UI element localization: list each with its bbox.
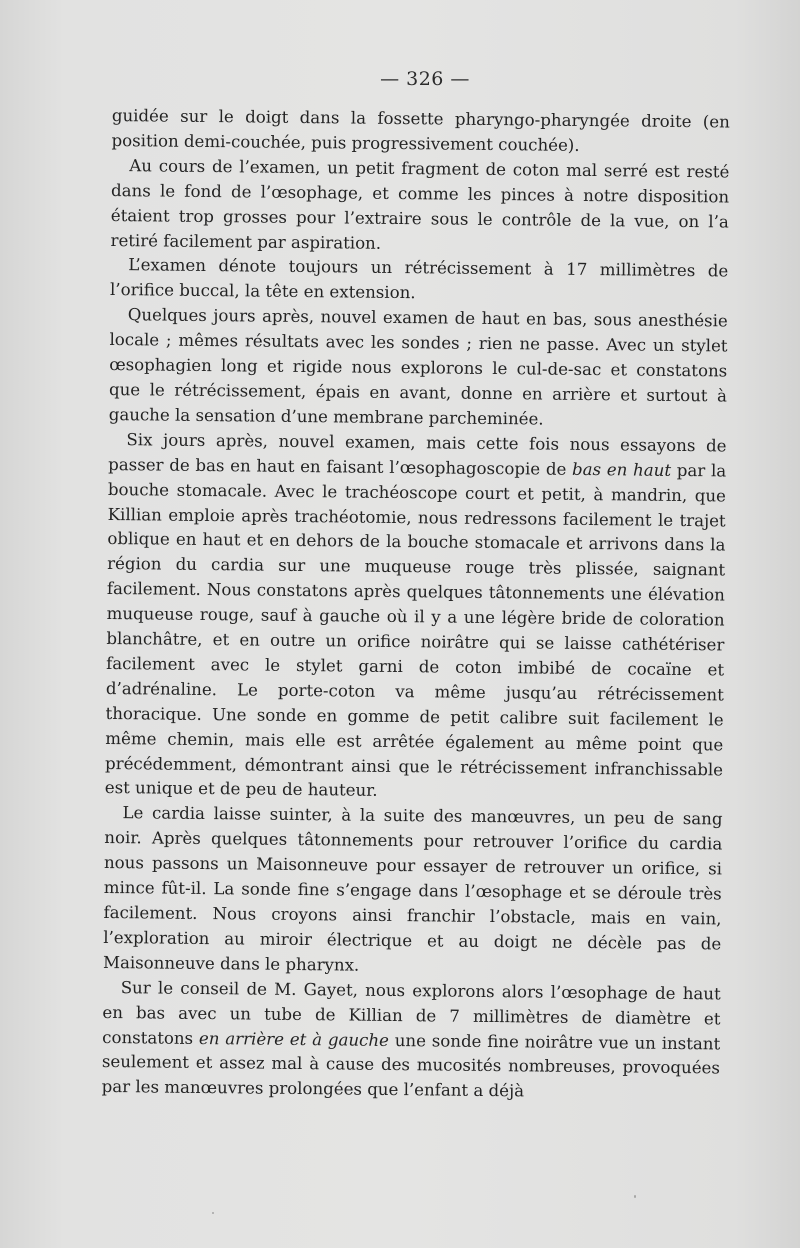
paper-speck [634, 1195, 636, 1198]
paragraph-2: Au cours de l’examen, un petit fragment de coton mal serré est resté dans le fond de l’œsophage, et comme les pinces à notre disposition étaient trop grosses pour l’extraire sous le contrôle de la vue, on l’a retiré facilement par aspiration. [110, 155, 730, 253]
paragraph-7 [102, 976, 721, 1107]
body-text [102, 104, 730, 1107]
paragraph-5-italic: bas en haut [571, 459, 672, 480]
paragraph-5 [105, 428, 727, 808]
paragraph-7-text-after: une sonde fine noirâtre vue un instant seulement et assez mal à cause des mucosités nombreuses, provoquées par les manœuvres prolongées que l’enfant a déjà [101, 1030, 721, 1101]
paragraph-7-text-before: Sur le conseil de M. Gayet, nous explorons alors l’œsophage de haut en bas avec un tube de Killian de 7 millimètres de diamètre et constatons [102, 977, 721, 1048]
paper-speck [212, 1212, 214, 1214]
paragraph-3: L’examen dénote toujours un rétrécissement à 17 millimètres de l’orifice buccal, la tête en extension. [109, 255, 729, 303]
paragraph-5-text-after: par la bouche stomacale. Avec le trachéoscope court et petit, à mandrin, que Killian emploie après trachéotomie, nous redressons facilement le trajet oblique en haut et en dehors de la bouche stomacale et arrivons dans la région du cardia sur une muqueuse rouge très plissée, saignant facilement. Nous constatons après quelques tâtonnements une élévation muqueuse rouge, sauf à gauche où il y a une légère bride de coloration blanchâtre, et en outre un orifice noirâtre qui se laisse cathétériser facilement avec le stylet garni de coton imbibé de cocaïne et d’adrénaline. Le porte-coton va même jusqu’au rétrécissement thoracique. Une sonde en gomme de petit calibre suit facilement le même chemin, mais elle est arrêtée également au même point que précédemment, démontrant ainsi que le rétrécissement infranchissable est unique et de peu de hauteur. [104, 460, 727, 801]
paragraph-4: Quelques jours après, nouvel examen de haut en bas, sous anesthésie locale ; mêmes résultats avec les sondes ; rien ne passe. Avec un stylet œsophagien long et rigide nous explorons le cul-de-sac et constatons que le rétrécissement, épais en avant, donne en arrière et surtout à gauche la sensation d’une membrane parcheminée. [108, 305, 728, 429]
paragraph-6: Le cardia laisse suinter, à la suite des manœuvres, un peu de sang noir. Après quelques tâtonnements pour retrouver l’orifice du cardia nous passons un Maisonneuve pour essayer de retrouver un orifice, si mince fût-il. La sonde fine s’engage dans l’œsophage et se déroule très facilement. Nous croyons ainsi franchir l’obstacle, mais en vain, l’exploration au miroir électrique et au doigt ne décèle pas de Maisonneuve dans le pharynx. [102, 803, 723, 975]
paragraph-5-text-before: Six jours après, nouvel examen, mais cette fois nous essayons de passer de bas en haut en faisant l’œsophagoscopie de [108, 429, 727, 479]
paragraph-7-italic: en arrière et à gauche [198, 1028, 390, 1050]
paragraph-1: guidée sur le doigt dans la fossette pharyngo-pharyngée droite (en position demi-couchée, puis progressivement couchée). [111, 105, 730, 155]
page-number: — 326 — [380, 68, 470, 90]
